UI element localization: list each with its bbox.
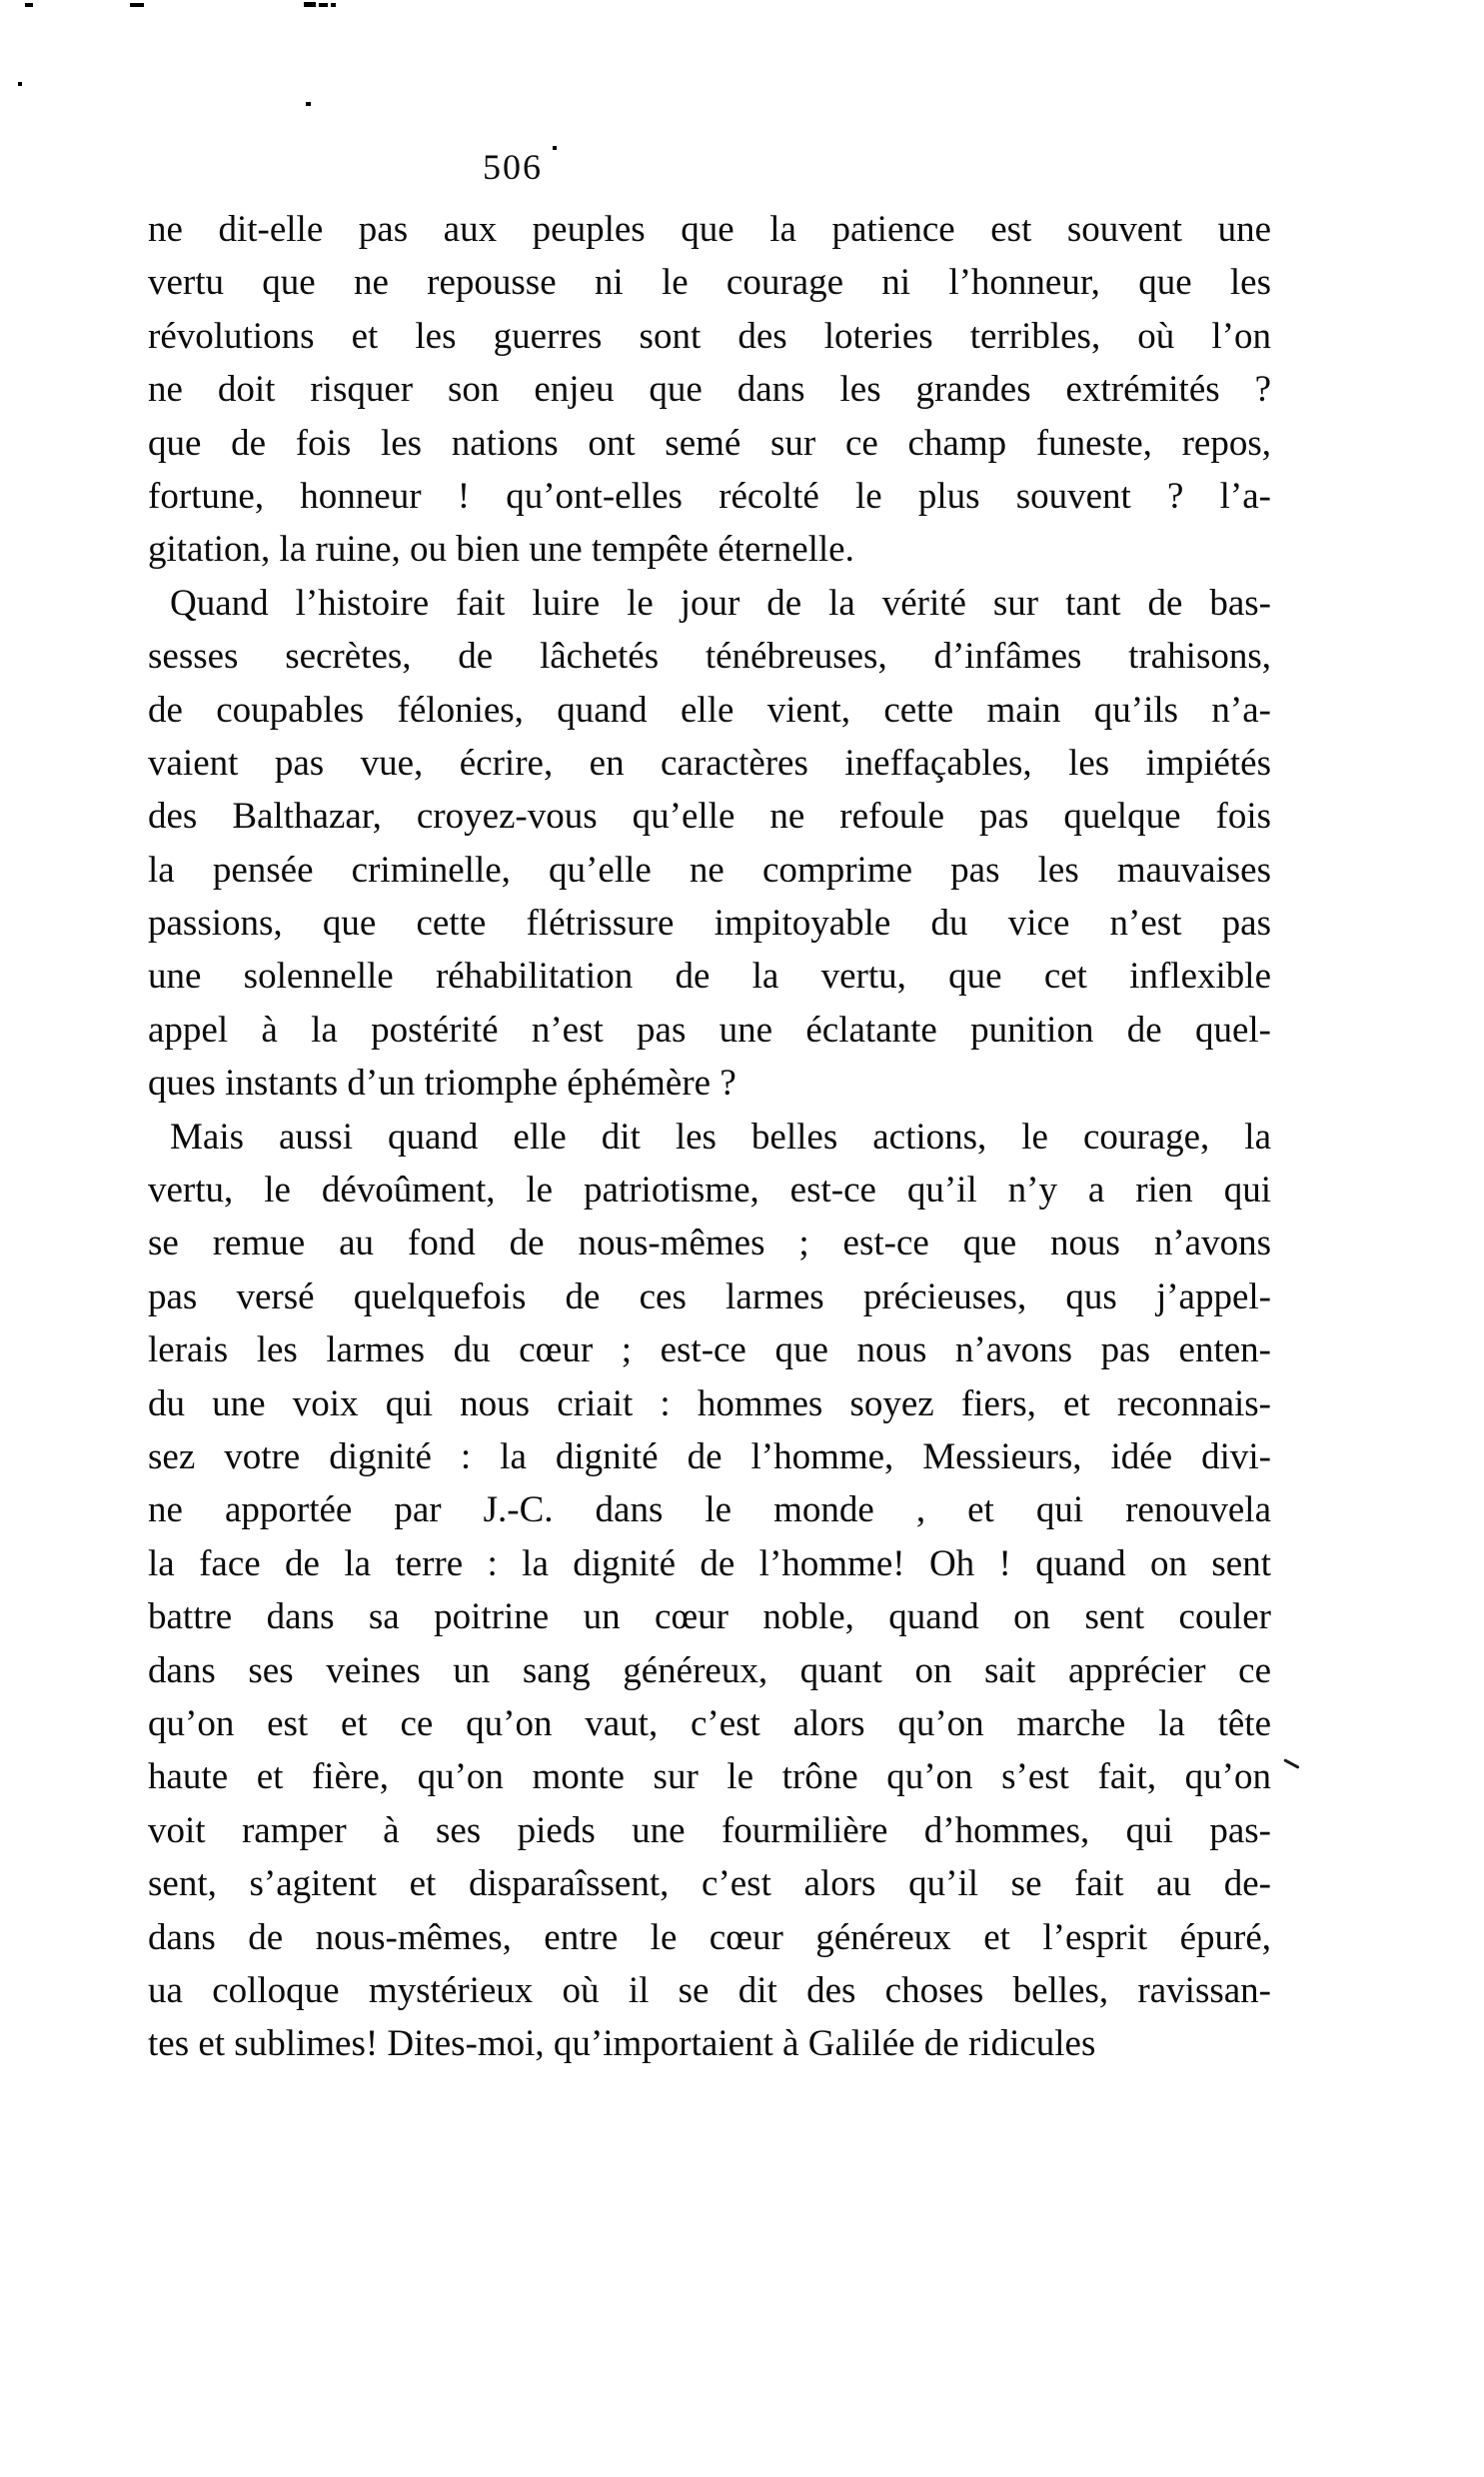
text-line: du une voix qui nous criait : hommes soyez fiers, et reconnais-	[148, 1382, 1271, 1424]
text-line: battre dans sa poitrine un cœur noble, quand on sent couler	[148, 1596, 1271, 1638]
text-line: ne apportée par J.-C. dans le monde , et qui renouvela	[148, 1489, 1271, 1531]
text-line: fortune, honneur ! qu’ont-elles récolté le plus souvent ? l’a-	[148, 475, 1271, 517]
text-line: la face de la terre : la dignité de l’homme! Oh ! quand on sent	[148, 1542, 1271, 1584]
text-line: passions, que cette flétrissure impitoyable du vice n’est pas	[148, 903, 1271, 945]
text-line: la pensée criminelle, qu’elle ne comprime pas les mauvaises	[148, 849, 1271, 891]
text-line: gitation, la ruine, ou bien une tempête éternelle.	[148, 529, 854, 571]
text-line: Mais aussi quand elle dit les belles actions, le courage, la	[170, 1116, 1271, 1158]
text-line: haute et fière, qu’on monte sur le trône qu’on s’est fait, qu’on	[148, 1756, 1271, 1798]
text-line: dans ses veines un sang généreux, quant on sait apprécier ce	[148, 1649, 1271, 1691]
text-line: vertu que ne repousse ni le courage ni l’honneur, que les	[148, 262, 1271, 304]
text-line: vaient pas vue, écrire, en caractères ineffaçables, les impiétés	[148, 742, 1271, 784]
text-line: pas versé quelquefois de ces larmes précieuses, qus j’appel-	[148, 1275, 1271, 1317]
text-line: tes et sublimes! Dites-moi, qu’importaient à Galilée de ridicules	[148, 2023, 1096, 2065]
text-line: sez votre dignité : la dignité de l’homme, Messieurs, idée divi-	[148, 1435, 1271, 1477]
text-line: lerais les larmes du cœur ; est-ce que nous n’avons pas enten-	[148, 1329, 1271, 1371]
scan-speck	[18, 82, 22, 86]
text-line: ne doit risquer son enjeu que dans les grandes extrémités ?	[148, 369, 1271, 411]
text-line: appel à la postérité n’est pas une éclatante punition de quel-	[148, 1009, 1271, 1051]
text-line: révolutions et les guerres sont des loteries terribles, où l’on	[148, 315, 1271, 357]
text-line: Quand l’histoire fait luire le jour de la vérité sur tant de bas-	[170, 582, 1271, 624]
text-line: voit ramper à ses pieds une fourmilière d’hommes, qui pas-	[148, 1809, 1271, 1851]
scan-speck	[304, 2, 316, 7]
scan-speck	[319, 3, 328, 7]
scan-speck	[25, 3, 33, 7]
text-line: sesses secrètes, de lâchetés ténébreuses, d’infâmes trahisons,	[148, 636, 1271, 678]
page-number: 506	[483, 147, 543, 187]
text-line: que de fois les nations ont semé sur ce champ funeste, repos,	[148, 422, 1271, 464]
scan-speck	[130, 3, 144, 7]
text-line: se remue au fond de nous-mêmes ; est-ce que nous n’avons	[148, 1223, 1271, 1264]
text-line: des Balthazar, croyez-vous qu’elle ne refoule pas quelque fois	[148, 796, 1271, 838]
margin-tick-mark	[1283, 1758, 1299, 1768]
scan-speck	[331, 3, 336, 7]
text-line: ques instants d’un triomphe éphémère ?	[148, 1063, 737, 1105]
scan-speck	[306, 102, 311, 106]
text-line: de coupables félonies, quand elle vient, cette main qu’ils n’a-	[148, 689, 1271, 731]
text-line: dans de nous-mêmes, entre le cœur généreux et l’esprit épuré,	[148, 1916, 1271, 1958]
text-line: sent, s’agitent et disparaîssent, c’est alors qu’il se fait au de-	[148, 1863, 1271, 1905]
text-line: une solennelle réhabilitation de la vertu, que cet inflexible	[148, 956, 1271, 998]
text-block	[148, 203, 1271, 2071]
text-line: vertu, le dévoûment, le patriotisme, est-ce qu’il n’y a rien qui	[148, 1170, 1271, 1212]
text-line: ne dit-elle pas aux peuples que la patience est souvent une	[148, 209, 1271, 250]
text-line: ua colloque mystérieux où il se dit des choses belles, ravissan-	[148, 1969, 1271, 2011]
text-line: qu’on est et ce qu’on vaut, c’est alors qu’on marche la tête	[148, 1702, 1271, 1744]
